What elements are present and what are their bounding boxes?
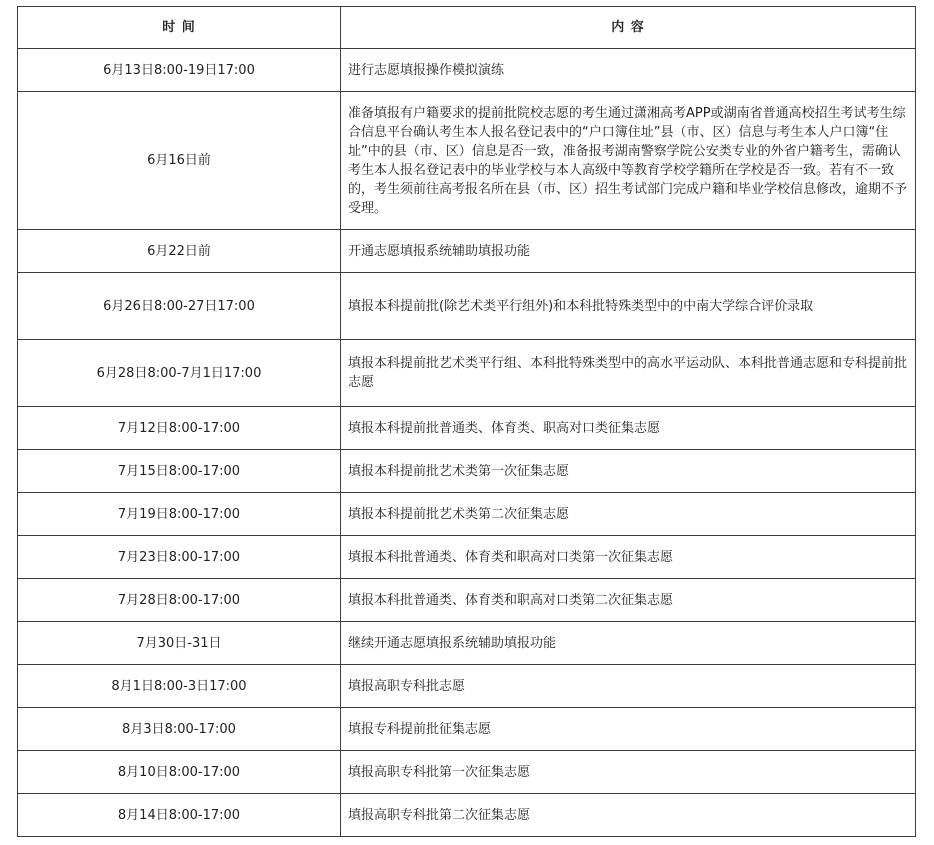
content-cell: 填报高职专科批第一次征集志愿: [341, 751, 916, 794]
table-row: [18, 92, 916, 230]
time-cell: 6月22日前: [18, 230, 341, 273]
time-cell: 7月28日8:00-17:00: [18, 579, 341, 622]
content-cell: 开通志愿填报系统辅助填报功能: [341, 230, 916, 273]
time-cell: 7月19日8:00-17:00: [18, 493, 341, 536]
table-row: [18, 665, 916, 708]
table-row: [18, 49, 916, 92]
content-cell: 填报本科批普通类、体育类和职高对口类第一次征集志愿: [341, 536, 916, 579]
table-row: [18, 407, 916, 450]
content-cell: 填报本科提前批普通类、体育类、职高对口类征集志愿: [341, 407, 916, 450]
content-cell: 填报本科提前批(除艺术类平行组外)和本科批特殊类型中的中南大学综合评价录取: [341, 273, 916, 340]
time-cell: 8月1日8:00-3日17:00: [18, 665, 341, 708]
time-cell: 8月14日8:00-17:00: [18, 794, 341, 837]
content-cell: 填报高职专科批第二次征集志愿: [341, 794, 916, 837]
time-cell: 7月12日8:00-17:00: [18, 407, 341, 450]
time-cell: 6月16日前: [18, 92, 341, 230]
content-cell: 继续开通志愿填报系统辅助填报功能: [341, 622, 916, 665]
content-cell: 填报本科批普通类、体育类和职高对口类第二次征集志愿: [341, 579, 916, 622]
header-time: 时 间: [18, 7, 341, 49]
table-row: [18, 751, 916, 794]
content-cell: 填报本科提前批艺术类第一次征集志愿: [341, 450, 916, 493]
table-row: [18, 273, 916, 340]
header-content: 内 容: [341, 7, 916, 49]
table-header-row: [18, 7, 916, 49]
time-cell: 8月10日8:00-17:00: [18, 751, 341, 794]
content-cell: 填报高职专科批志愿: [341, 665, 916, 708]
table-row: [18, 450, 916, 493]
table-row: [18, 579, 916, 622]
table-row: [18, 230, 916, 273]
time-cell: 6月28日8:00-7月1日17:00: [18, 340, 341, 407]
time-cell: 6月13日8:00-19日17:00: [18, 49, 341, 92]
table-row: [18, 536, 916, 579]
table-row: [18, 794, 916, 837]
table-row: [18, 622, 916, 665]
time-cell: 8月3日8:00-17:00: [18, 708, 341, 751]
content-cell: 准备填报有户籍要求的提前批院校志愿的考生通过潇湘高考APP或湖南省普通高校招生考试考生综合信息平台确认考生本人报名登记表中的“户口簿住址”县（市、区）信息与考生本人户口簿“住址”中的县（市、区）信息是否一致，准备报考湖南警察学院公安类专业的外省户籍考生，需确认考生本人报名登记表中的毕业学校与本人高级中等教育学校学籍所在学校是否一致。若有不一致的，考生须前往高考报名所在县（市、区）招生考试部门完成户籍和毕业学校信息修改，逾期不予受理。: [341, 92, 916, 230]
table-row: [18, 493, 916, 536]
content-cell: 进行志愿填报操作模拟演练: [341, 49, 916, 92]
time-cell: 6月26日8:00-27日17:00: [18, 273, 341, 340]
table-row: [18, 708, 916, 751]
time-cell: 7月23日8:00-17:00: [18, 536, 341, 579]
content-cell: 填报本科提前批艺术类平行组、本科批特殊类型中的高水平运动队、本科批普通志愿和专科提前批志愿: [341, 340, 916, 407]
time-cell: 7月30日-31日: [18, 622, 341, 665]
table-row: [18, 340, 916, 407]
time-cell: 7月15日8:00-17:00: [18, 450, 341, 493]
content-cell: 填报本科提前批艺术类第二次征集志愿: [341, 493, 916, 536]
content-cell: 填报专科提前批征集志愿: [341, 708, 916, 751]
schedule-table: [17, 6, 916, 837]
